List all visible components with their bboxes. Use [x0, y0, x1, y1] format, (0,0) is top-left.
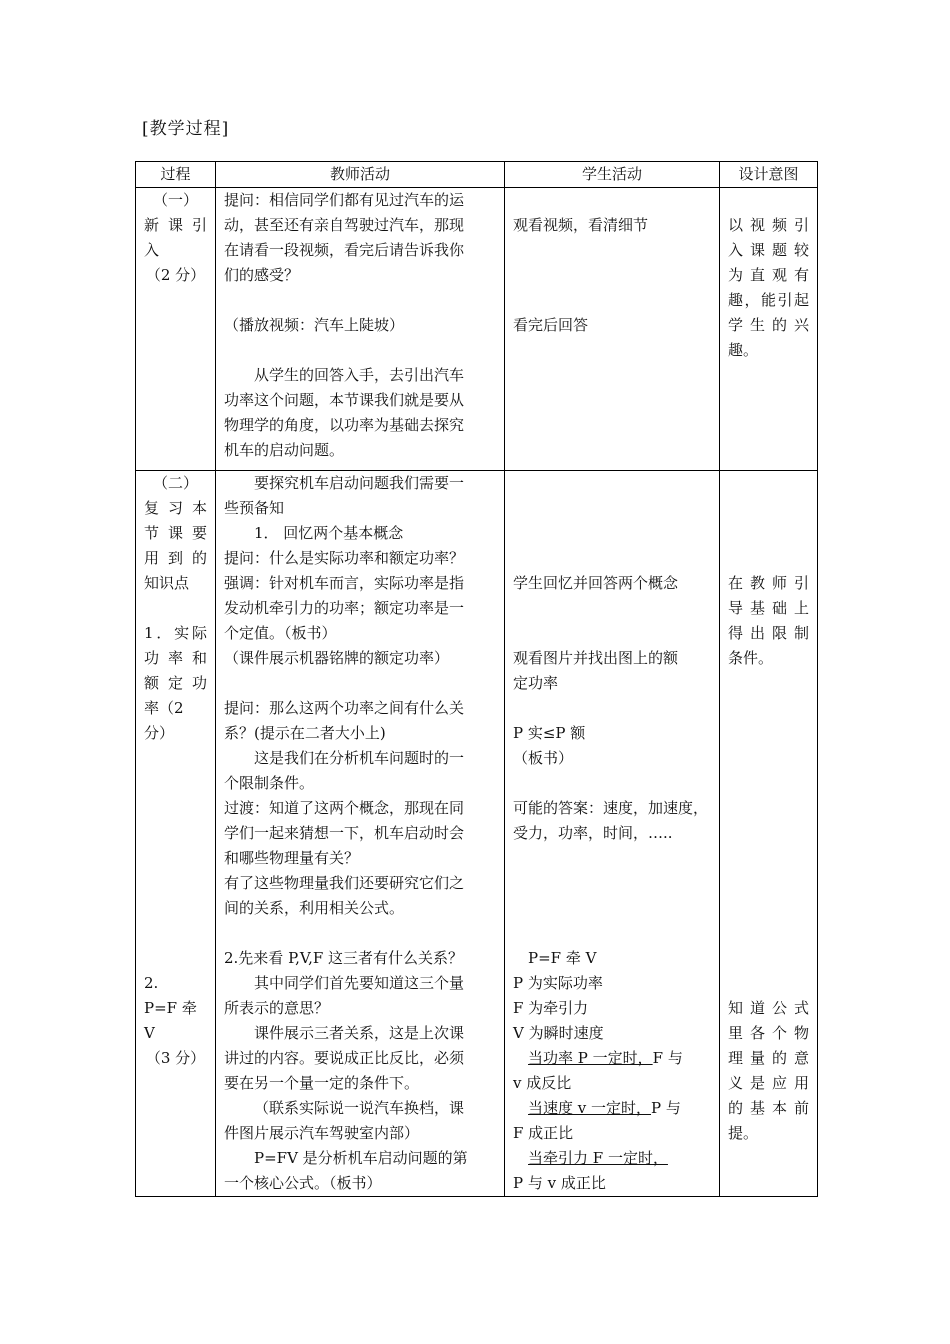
process-line: 1．实际: [144, 624, 207, 642]
teacher-activity-cell: [216, 471, 505, 1197]
teacher-line: 提问：什么是实际功率和额定功率？: [224, 549, 465, 567]
intent-line: 趣，能引起: [728, 291, 809, 309]
teacher-line: 课件展示三者关系，这是上次课: [254, 1024, 465, 1042]
teacher-line: 在请看一段视频，看完后请告诉我你: [224, 241, 465, 259]
table-row: [136, 471, 818, 1197]
student-line: [513, 1096, 711, 1121]
student-line: [513, 1046, 711, 1071]
intent-line: 的 基 本 前: [728, 1099, 809, 1117]
teacher-line: （联系实际说一说汽车换档，课: [254, 1099, 465, 1117]
process-line: 率（2 分）: [144, 699, 184, 742]
process-line: （二）: [152, 474, 198, 492]
intent-line: 为 直 观 有: [728, 266, 809, 284]
lesson-process-table: [135, 161, 818, 1197]
process-line: 复 习 本: [144, 499, 207, 517]
teacher-line: 提问：相信同学们都有见过汽车的运: [224, 191, 465, 209]
process-line: 功 率 和: [144, 649, 207, 667]
intent-line: 义 是 应 用: [728, 1074, 809, 1092]
teacher-line: 系？(提示在二者大小上): [224, 724, 386, 742]
student-line-tail: F 与: [652, 1049, 683, 1067]
underlined-condition: 当牵引力 F 一定时，: [528, 1149, 668, 1167]
teacher-line: 些预备知: [224, 499, 285, 517]
intent-line: 知 道 公 式: [728, 999, 809, 1017]
intent-line: 以 视 频 引: [728, 216, 809, 234]
teacher-line: （播放视频：汽车上陡坡）: [224, 316, 405, 334]
teacher-line: 强调：针对机车而言，实际功率是指: [224, 574, 465, 592]
intent-line: 导 基 础 上: [728, 599, 809, 617]
teacher-line: 个限制条件。: [224, 774, 315, 792]
intent-line: 在 教 师 引: [728, 574, 809, 592]
process-line: （2 分）: [145, 266, 206, 284]
teacher-line: 功率这个问题，本节课我们就是要从: [224, 391, 465, 409]
student-line: 受力，功率，时间，…..: [513, 824, 673, 842]
teacher-line: 学们一起来猜想一下，机车启动时会: [224, 824, 465, 842]
teacher-line: 从学生的回答入手，去引出汽车: [254, 366, 465, 384]
teacher-line: 有了这些物理量我们还要研究它们之: [224, 874, 465, 892]
process-line: 2.: [144, 974, 159, 992]
process-line: 额 定 功: [144, 674, 207, 692]
teacher-line: 个定值。（板书）: [224, 624, 337, 642]
table-row: [136, 188, 818, 471]
teacher-line: P=FV 是分析机车启动问题的第: [254, 1149, 468, 1167]
process-cell: [136, 471, 216, 1197]
teacher-line: 2.先来看 P,V,F 这三者有什么关系？: [224, 949, 464, 967]
process-line: 新 课 引: [144, 216, 207, 234]
teacher-line: 物理学的角度，以功率为基础去探究: [224, 416, 465, 434]
student-line: 学生回忆并回答两个概念: [513, 574, 679, 592]
intent-line: 入 课 题 较: [728, 241, 809, 259]
process-line: 节 课 要: [144, 524, 207, 542]
student-line: P 为实际功率: [513, 974, 603, 992]
teacher-activity-cell: [216, 188, 505, 471]
underlined-condition: 当速度 v 一定时，: [528, 1099, 652, 1117]
process-line: P=F 牵 V: [144, 999, 197, 1042]
header-design-intent: 设计意图: [720, 162, 818, 188]
student-line: P 实≤P 额: [513, 724, 586, 742]
intent-line: 得 出 限 制: [728, 624, 809, 642]
teacher-line: 件图片展示汽车驾驶室内部）: [224, 1124, 420, 1142]
student-line: V 为瞬时速度: [513, 1024, 604, 1042]
teacher-line: 1． 回忆两个基本概念: [254, 524, 404, 542]
teacher-line: 间的关系，利用相关公式。: [224, 899, 405, 917]
process-line: 知识点: [144, 574, 190, 592]
design-intent-cell: [720, 471, 818, 1197]
teacher-line: 提问：那么这两个功率之间有什么关: [224, 699, 465, 717]
teacher-line: 一个核心公式。（板书）: [224, 1174, 382, 1192]
teacher-line: 所表示的意思？: [224, 999, 330, 1017]
teacher-line: 过渡：知道了这两个概念，那现在同: [224, 799, 465, 817]
student-line: 看完后回答: [513, 316, 589, 334]
intent-line: 趣。: [728, 341, 759, 359]
process-line: （3 分）: [145, 1049, 206, 1067]
process-cell: [136, 188, 216, 471]
student-line: 可能的答案：速度，加速度，: [513, 799, 709, 817]
intent-line: 里 各 个 物: [728, 1024, 809, 1042]
student-line: 观看视频，看清细节: [513, 216, 649, 234]
section-title: [教学过程]: [142, 119, 230, 139]
teacher-line: （课件展示机器铭牌的额定功率）: [224, 649, 450, 667]
student-line: 观看图片并找出图上的额: [513, 649, 679, 667]
student-line: [513, 1146, 711, 1171]
teacher-line: 们的感受？: [224, 266, 300, 284]
teacher-line: 这是我们在分析机车问题时的一: [254, 749, 465, 767]
process-line: 入: [144, 241, 160, 259]
teacher-line: 其中同学们首先要知道这三个量: [254, 974, 465, 992]
student-line: P=F 牵 V: [528, 949, 597, 967]
underlined-condition: 当功率 P 一定时，: [528, 1049, 653, 1067]
header-teacher-activity: 教师活动: [216, 162, 505, 188]
teacher-line: 机车的启动问题。: [224, 441, 345, 459]
header-process: 过程: [136, 162, 216, 188]
student-line: F 成正比: [513, 1124, 574, 1142]
intent-line: 学 生 的 兴: [728, 316, 809, 334]
student-activity-cell: [505, 188, 720, 471]
header-student-activity: 学生活动: [505, 162, 720, 188]
teacher-line: 要在另一个量一定的条件下。: [224, 1074, 420, 1092]
table-header-row: [136, 162, 818, 188]
student-activity-cell: [505, 471, 720, 1197]
student-line-tail: P 与: [651, 1099, 681, 1117]
teacher-line: 动，甚至还有亲自驾驶过汽车，那现: [224, 216, 465, 234]
teacher-line: 要探究机车启动问题我们需要一: [254, 474, 465, 492]
design-intent-cell: [720, 188, 818, 471]
student-line: （板书）: [513, 749, 574, 767]
teacher-line: 讲过的内容。要说成正比反比，必须: [224, 1049, 465, 1067]
student-line: 定功率: [513, 674, 559, 692]
intent-line: 理 量 的 意: [728, 1049, 809, 1067]
process-line: 用 到 的: [144, 549, 207, 567]
teacher-line: 和哪些物理量有关？: [224, 849, 360, 867]
student-line: F 为牵引力: [513, 999, 589, 1017]
intent-line: 提。: [728, 1124, 759, 1142]
process-line: （一）: [152, 191, 198, 209]
student-line: v 成反比: [513, 1074, 572, 1092]
intent-line: 条件。: [728, 649, 774, 667]
teacher-line: 发动机牵引力的功率；额定功率是一: [224, 599, 465, 617]
student-line: P 与 v 成正比: [513, 1174, 606, 1192]
